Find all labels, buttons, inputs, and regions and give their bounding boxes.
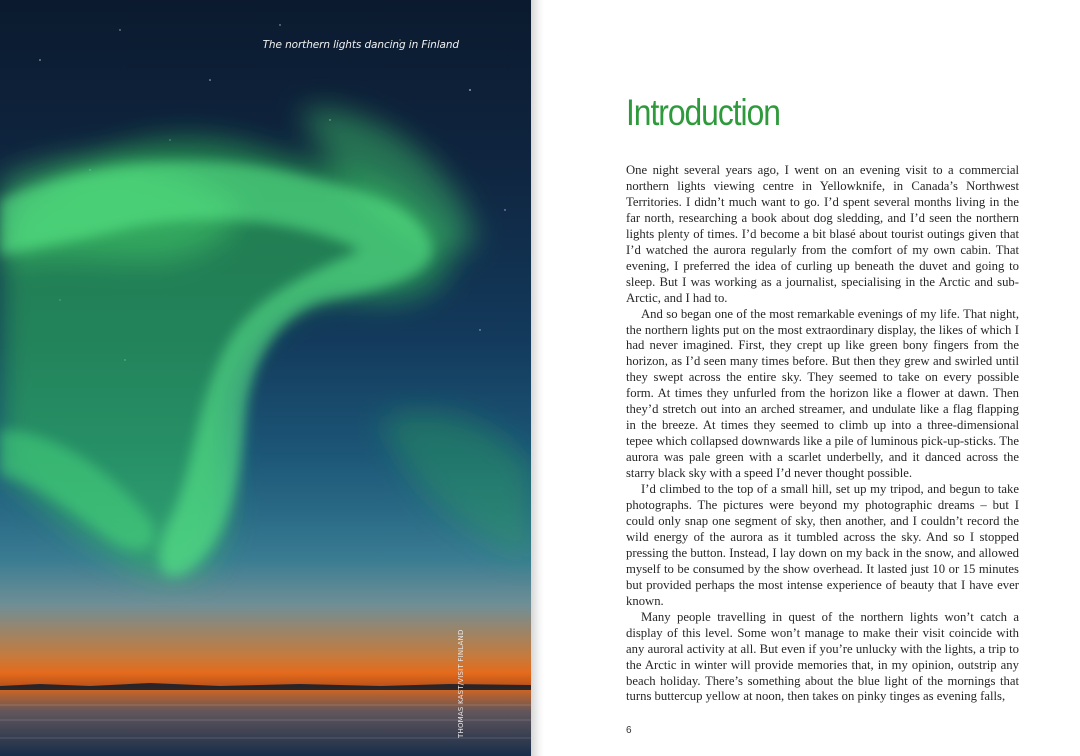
body-text bbox=[626, 163, 1019, 705]
aurora-photo bbox=[0, 0, 531, 756]
page-gutter bbox=[531, 0, 544, 756]
page-number: 6 bbox=[626, 725, 632, 736]
photo-credit: THOMAS KAST/VISIT FINLAND bbox=[457, 629, 465, 738]
paragraph: Many people travelling in quest of the northern lights won’t catch a display of this level. Some won’t manage to make their visit coincide with any auroral activity at all. But even if you’re unlucky with the lights, a trip to the Arctic in winter will provide memories that, in my opinion, outstrip any beach holiday. There’s something about the blue light of the mornings that turns buttercup yellow at noon, then takes on pinky tinges as evening falls, bbox=[626, 609, 1019, 704]
paragraph: And so began one of the most remarkable evenings of my life. That night, the northern lights put on the most extraordinary display, the likes of which I had never imagined. First, they crept up like green bony fingers from the horizon, as I’d seen many times before. But then they grew and swirled until they swept across the entire sky. They seemed to take on every possible form. At times they unfurled from the horizon like a flower at dawn. Then they’d stretch out into an arched streamer, and undulate like a flag flapping in the breeze. At times they seemed to climb up into a three-dimensional tepee which collapsed downwards like a pile of luminous pick-up-sticks. The aurora was pale green with a scarlet underbelly, and it danced across the starry black sky with a speed I’d never thought possible. bbox=[626, 306, 1019, 481]
paragraph: One night several years ago, I went on an evening visit to a commercial northern lights viewing centre in Yellowknife, in Canada’s Northwest Territories. I didn’t much want to go. I’d spent several months living in the far north, researching a book about dog sledding, and I’d seen the northern lights plenty of times. I’d become a bit blasé about tourist outings given that I’d watched the aurora regularly from the comfort of my own cabin. That evening, I preferred the idea of curling up beneath the duvet and going to sleep. But I was working as a journalist, specialising in the Arctic and sub-Arctic, and I had to. bbox=[626, 163, 1019, 305]
paragraph: I’d climbed to the top of a small hill, set up my tripod, and begun to take photographs. The pictures were beyond my photographic dreams – but I could only snap one segment of sky, then another, and I couldn’t record the wild energy of the aurora as it tumbled across the sky. And so I stopped pressing the button. Instead, I lay down on my back in the snow, and allowed myself to be consumed by the show overhead. It lasted just 10 or 15 minutes but provided perhaps the most intense experience of beauty that I have ever known. bbox=[626, 482, 1019, 608]
chapter-heading: Introduction bbox=[626, 92, 780, 133]
text-page bbox=[544, 0, 1080, 756]
photo-caption: The northern lights dancing in Finland bbox=[262, 39, 459, 51]
aurora-photo-page bbox=[0, 0, 531, 756]
